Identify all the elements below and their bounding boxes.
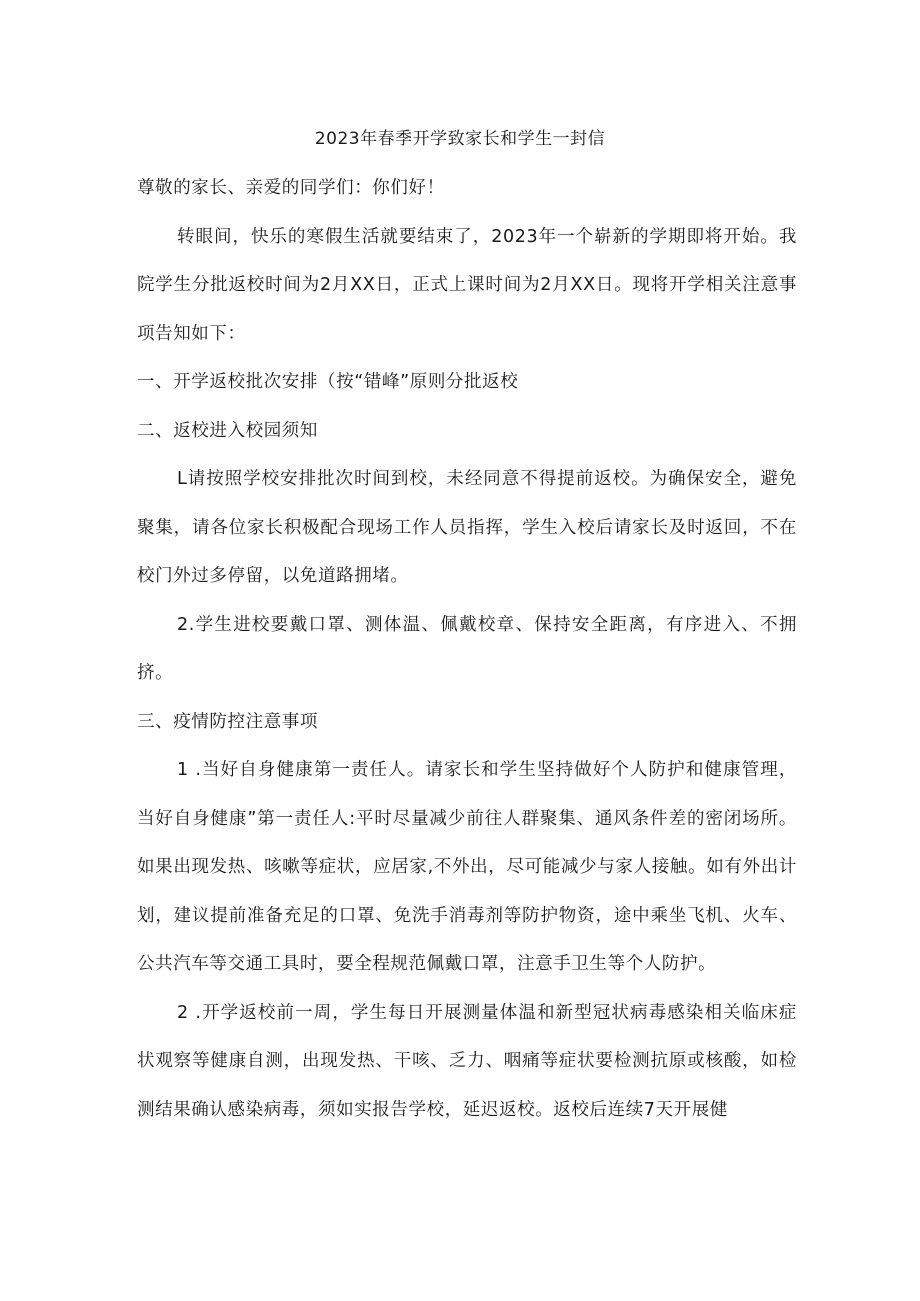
section-3-item-1: 1 .当好自身健康第一责任人。请家长和学生坚持做好个人防护和健康管理，当好自身健康”第一责任人:平时尽量减少前往人群聚集、通风条件差的密闭场所。如果出现发热、咳嗽等症状，应居家,不外出，尽可能减少与家人接触。如有外出计划，建议提前准备充足的口罩、免洗手消毒剂等防护物资，途中乘坐飞机、火车、公共汽车等交通工具时，要全程规范佩戴口罩，注意手卫生等个人防护。 bbox=[137, 760, 797, 974]
section-3-item-2: 2 .开学返校前一周，学生每日开展测量体温和新型冠状病毒感染相关临床症状观察等健康自测，出现发热、干咳、乏力、咽痛等症状要检测抗原或核酸，如检测结果确认感染病毒，须如实报告学校，延迟返校。返校后连续7天开展健 bbox=[137, 1002, 797, 1120]
section-3-heading: 三、疫情防控注意事项 bbox=[137, 711, 318, 732]
section-1-heading: 一、开学返校批次安排（按“错峰”原则分批返校 bbox=[137, 372, 519, 392]
document-body bbox=[137, 164, 797, 1134]
intro-paragraph: 转眼间，快乐的寒假生活就要结束了，2023年一个崭新的学期即将开始。我院学生分批返校时间为2月XX日，正式上课时间为2月XX日。现将开学相关注意事项告知如下： bbox=[137, 226, 797, 344]
section-2-item-2: 2.学生进校要戴口罩、测体温、佩戴校章、保持安全距离，有序进入、不拥挤。 bbox=[137, 614, 797, 683]
section-2-heading: 二、返校进入校园须知 bbox=[137, 420, 318, 441]
salutation: 尊敬的家长、亲爱的同学们：你们好！ bbox=[137, 178, 445, 198]
section-2-item-1: L请按照学校安排批次时间到校，未经同意不得提前返校。为确保安全，避免聚集，请各位家长积极配合现场工作人员指挥，学生入校后请家长及时返回，不在校门外过多停留，以免道路拥堵。 bbox=[137, 469, 797, 586]
document-title: 2023年春季开学致家长和学生一封信 bbox=[314, 129, 606, 149]
